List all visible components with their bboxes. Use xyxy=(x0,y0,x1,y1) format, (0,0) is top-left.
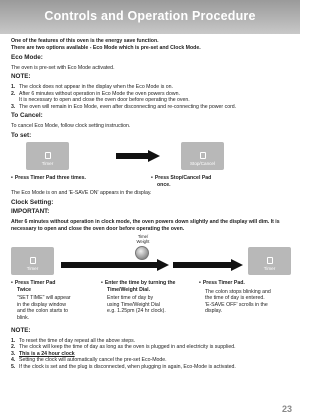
dial-label: Time/ Weight xyxy=(136,234,150,244)
final-note-item: 4. Setting the clock will automatically cancel the pre-set Eco-Mode. xyxy=(11,357,167,364)
timer-icon xyxy=(267,257,273,264)
set-steps xyxy=(11,142,295,190)
arrow-right-icon xyxy=(116,150,161,162)
important-heading: IMPORTANT: xyxy=(11,208,50,216)
timer-button[interactable]: Timer xyxy=(248,247,291,275)
page-title: Controls and Operation Procedure xyxy=(44,9,256,23)
clock-heading: Clock Setting: xyxy=(11,198,54,206)
final-note-item: 2. The clock will keep the time of day as long as the oven is plugged in and electricity is supplied. xyxy=(11,344,236,351)
final-note-list xyxy=(11,338,295,371)
set-step-2: • Press Stop/Cancel Pad once. xyxy=(151,175,212,188)
set-heading: To set: xyxy=(11,131,32,139)
stop-icon xyxy=(200,152,206,159)
eco-mode-text: The oven is pre-set with Eco Mode activated. xyxy=(11,64,115,71)
eco-mode-heading: Eco Mode: xyxy=(11,54,43,62)
intro-line-1: One of the features of this oven is the energy save function. xyxy=(11,38,159,44)
header-bar xyxy=(0,0,300,34)
timer-icon xyxy=(30,257,36,264)
important-text: After 6 minutes without operation in clock mode, the oven powers down slightly and the display will dim. It is necessary to open and close the oven door before operating the oven. xyxy=(11,218,280,232)
eco-note-item: 3. The oven will remain in Eco Mode, even after disconnecting and re-connecting the power cord. xyxy=(11,103,237,110)
arrow-right-icon xyxy=(173,259,245,271)
clock-step-3: • Press Timer Pad. The colon stops blinking and the time of day is entered. 'E-SAVE OFF' scrolls in the display. xyxy=(199,280,271,315)
content xyxy=(11,38,295,374)
timer-icon xyxy=(45,152,51,159)
cancel-text: To cancel Eco Mode, follow clock setting instruction. xyxy=(11,122,131,129)
cancel-heading: To Cancel: xyxy=(11,112,43,120)
time-weight-dial[interactable] xyxy=(135,246,149,260)
eco-note-item: 1. The clock does not appear in the display when the Eco Mode is on. xyxy=(11,83,173,90)
final-note-item: 5. If the clock is set and the plug is disconnected, when plugging in again, Eco-Mode is activated. xyxy=(11,364,236,371)
eco-note-list xyxy=(11,84,295,110)
set-step-1: • Press Timer Pad three times. xyxy=(11,175,86,182)
final-note-heading: NOTE: xyxy=(11,327,31,335)
final-note-item: 3. This is a 24 hour clock xyxy=(11,350,75,357)
intro xyxy=(11,38,295,51)
eco-note-item: 2. After 6 minutes without operation in Eco Mode the oven powers down. It is necessary to open and close the oven door before operating the oven. xyxy=(11,90,190,104)
timer-button[interactable]: Timer xyxy=(11,247,54,275)
clock-step-1: • Press Timer Pad Twice "SET TIME" will appear in the display window and the colon starts to blink. xyxy=(11,280,71,322)
eco-result-text: The Eco Mode is on and 'E-SAVE ON' appears in the display. xyxy=(11,190,152,197)
clock-steps xyxy=(11,235,295,325)
intro-line-2: There are two options available - Eco Mode which is pre-set and Clock Mode. xyxy=(11,44,201,51)
timer-button[interactable]: Timer xyxy=(26,142,69,170)
clock-step-2: • Enter the time by turning the Time/Weight Dial. Enter time of day by using Time/Weight Dial e.g. 1.25pm (24 hr clock). xyxy=(101,280,176,315)
eco-note-heading: NOTE: xyxy=(11,73,31,81)
final-note-item: 1. To reset the time of day repeat all the above steps. xyxy=(11,337,136,344)
page-number: 23 xyxy=(281,404,292,414)
stop-cancel-button[interactable]: Stop/Cancel xyxy=(181,142,224,170)
arrow-right-icon xyxy=(61,259,171,271)
